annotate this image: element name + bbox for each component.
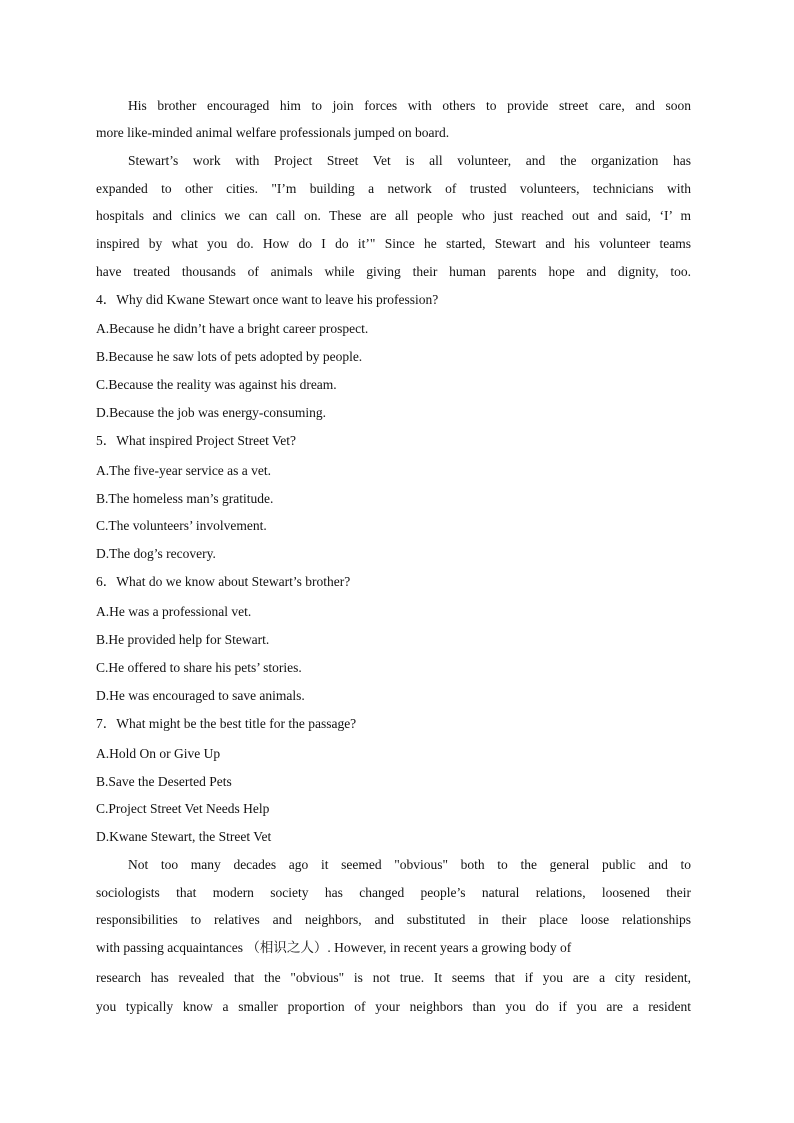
passage-line: inspired by what you do. How do I do it’" Since he started, Stewart and his volunteer teams	[96, 236, 691, 251]
answer-option: D.He was encouraged to save animals.	[96, 688, 305, 703]
passage-line: expanded to other cities. "I’m building a network of trusted volunteers, technicians with	[96, 181, 691, 196]
passage-line: sociologists that modern society has changed people’s natural relations, loosened their	[96, 885, 691, 900]
passage-line: more like-minded animal welfare professionals jumped on board.	[96, 125, 450, 140]
question-stem: 4．Why did Kwane Stewart once want to leave his profession?	[96, 292, 439, 307]
answer-option: B.The homeless man’s gratitude.	[96, 491, 274, 506]
question-stem: 5．What inspired Project Street Vet?	[96, 433, 296, 448]
answer-option: D.Because the job was energy-consuming.	[96, 405, 326, 420]
answer-option: C.Because the reality was against his dream.	[96, 377, 337, 392]
answer-option: C.Project Street Vet Needs Help	[96, 801, 270, 816]
answer-option: A.The five-year service as a vet.	[96, 463, 272, 478]
passage-line: hospitals and clinics we can call on. These are all people who just reached out and said, ‘I’ m	[96, 208, 691, 223]
answer-option: C.The volunteers’ involvement.	[96, 518, 267, 533]
passage-line: you typically know a smaller proportion of your neighbors than you do if you are a resident	[96, 999, 691, 1014]
answer-option: A.Hold On or Give Up	[96, 746, 221, 761]
passage-line: with passing acquaintances （相识之人）. However, in recent years a growing body of	[96, 940, 572, 955]
passage-line: Not too many decades ago it seemed "obvious" both to the general public and to	[128, 857, 691, 872]
passage-line: responsibilities to relatives and neighbors, and substituted in their place loose relationships	[96, 912, 691, 927]
answer-option: B.Save the Deserted Pets	[96, 774, 232, 789]
answer-option: A.He was a professional vet.	[96, 604, 252, 619]
passage-line: Stewart’s work with Project Street Vet is all volunteer, and the organization has	[128, 153, 691, 168]
answer-option: A.Because he didn’t have a bright career prospect.	[96, 321, 369, 336]
answer-option: D.The dog’s recovery.	[96, 546, 216, 561]
question-stem: 6．What do we know about Stewart’s brother?	[96, 574, 351, 589]
passage-line: His brother encouraged him to join forces with others to provide street care, and soon	[128, 98, 691, 113]
answer-option: B.He provided help for Stewart.	[96, 632, 270, 647]
answer-option: D.Kwane Stewart, the Street Vet	[96, 829, 272, 844]
passage-line: have treated thousands of animals while giving their human parents hope and dignity, too.	[96, 264, 691, 279]
passage-line: research has revealed that the "obvious" is not true. It seems that if you are a city resident,	[96, 970, 691, 985]
answer-option: C.He offered to share his pets’ stories.	[96, 660, 302, 675]
question-stem: 7．What might be the best title for the passage?	[96, 716, 357, 731]
answer-option: B.Because he saw lots of pets adopted by people.	[96, 349, 363, 364]
